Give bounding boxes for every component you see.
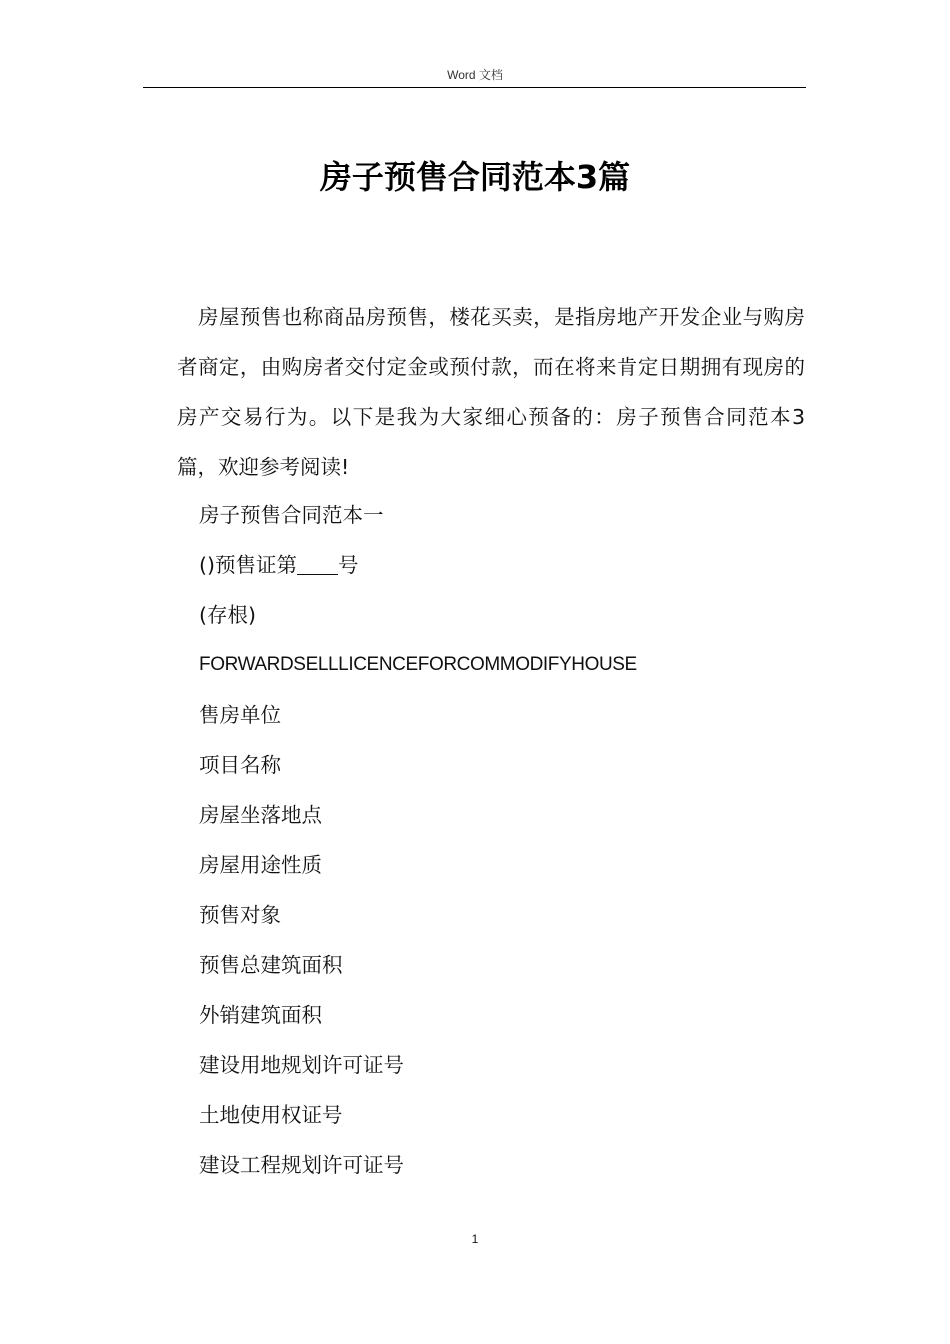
field-line: 预售对象 xyxy=(199,903,281,927)
certificate-number-line xyxy=(199,540,805,590)
field-line: 预售总建筑面积 xyxy=(199,953,343,977)
certificate-prefix: ()预售证第 xyxy=(199,553,297,577)
header-divider xyxy=(143,87,806,88)
field-line: 外销建筑面积 xyxy=(199,1003,322,1027)
intro-paragraph: 房屋预售也称商品房预售，楼花买卖，是指房地产开发企业与购房者商定，由购房者交付定金或预付款，而在将来肯定日期拥有现房的房产交易行为。以下是我为大家细心预备的：房子预售合同范本3篇，欢迎参考阅读! xyxy=(177,305,805,479)
page-header: Word 文档 xyxy=(447,68,503,82)
field-line: 建设工程规划许可证号 xyxy=(199,1153,404,1177)
page-number: 1 xyxy=(471,1232,479,1246)
contract-lines xyxy=(199,490,805,1190)
certificate-blank xyxy=(297,556,338,575)
field-line: 项目名称 xyxy=(199,753,281,777)
field-line: 房屋用途性质 xyxy=(199,853,322,877)
section-heading: 房子预售合同范本一 xyxy=(199,503,384,527)
document-title: 房子预售合同范本3篇 xyxy=(319,158,631,196)
field-line: 建设用地规划许可证号 xyxy=(199,1053,404,1077)
field-line: 房屋坐落地点 xyxy=(199,803,322,827)
field-line: 土地使用权证号 xyxy=(199,1103,343,1127)
english-title: FORWARDSELLLICENCEFORCOMMODIFYHOUSE xyxy=(199,654,637,675)
stub-label: (存根) xyxy=(199,603,256,627)
certificate-suffix: 号 xyxy=(338,553,359,577)
field-line: 售房单位 xyxy=(199,703,281,727)
